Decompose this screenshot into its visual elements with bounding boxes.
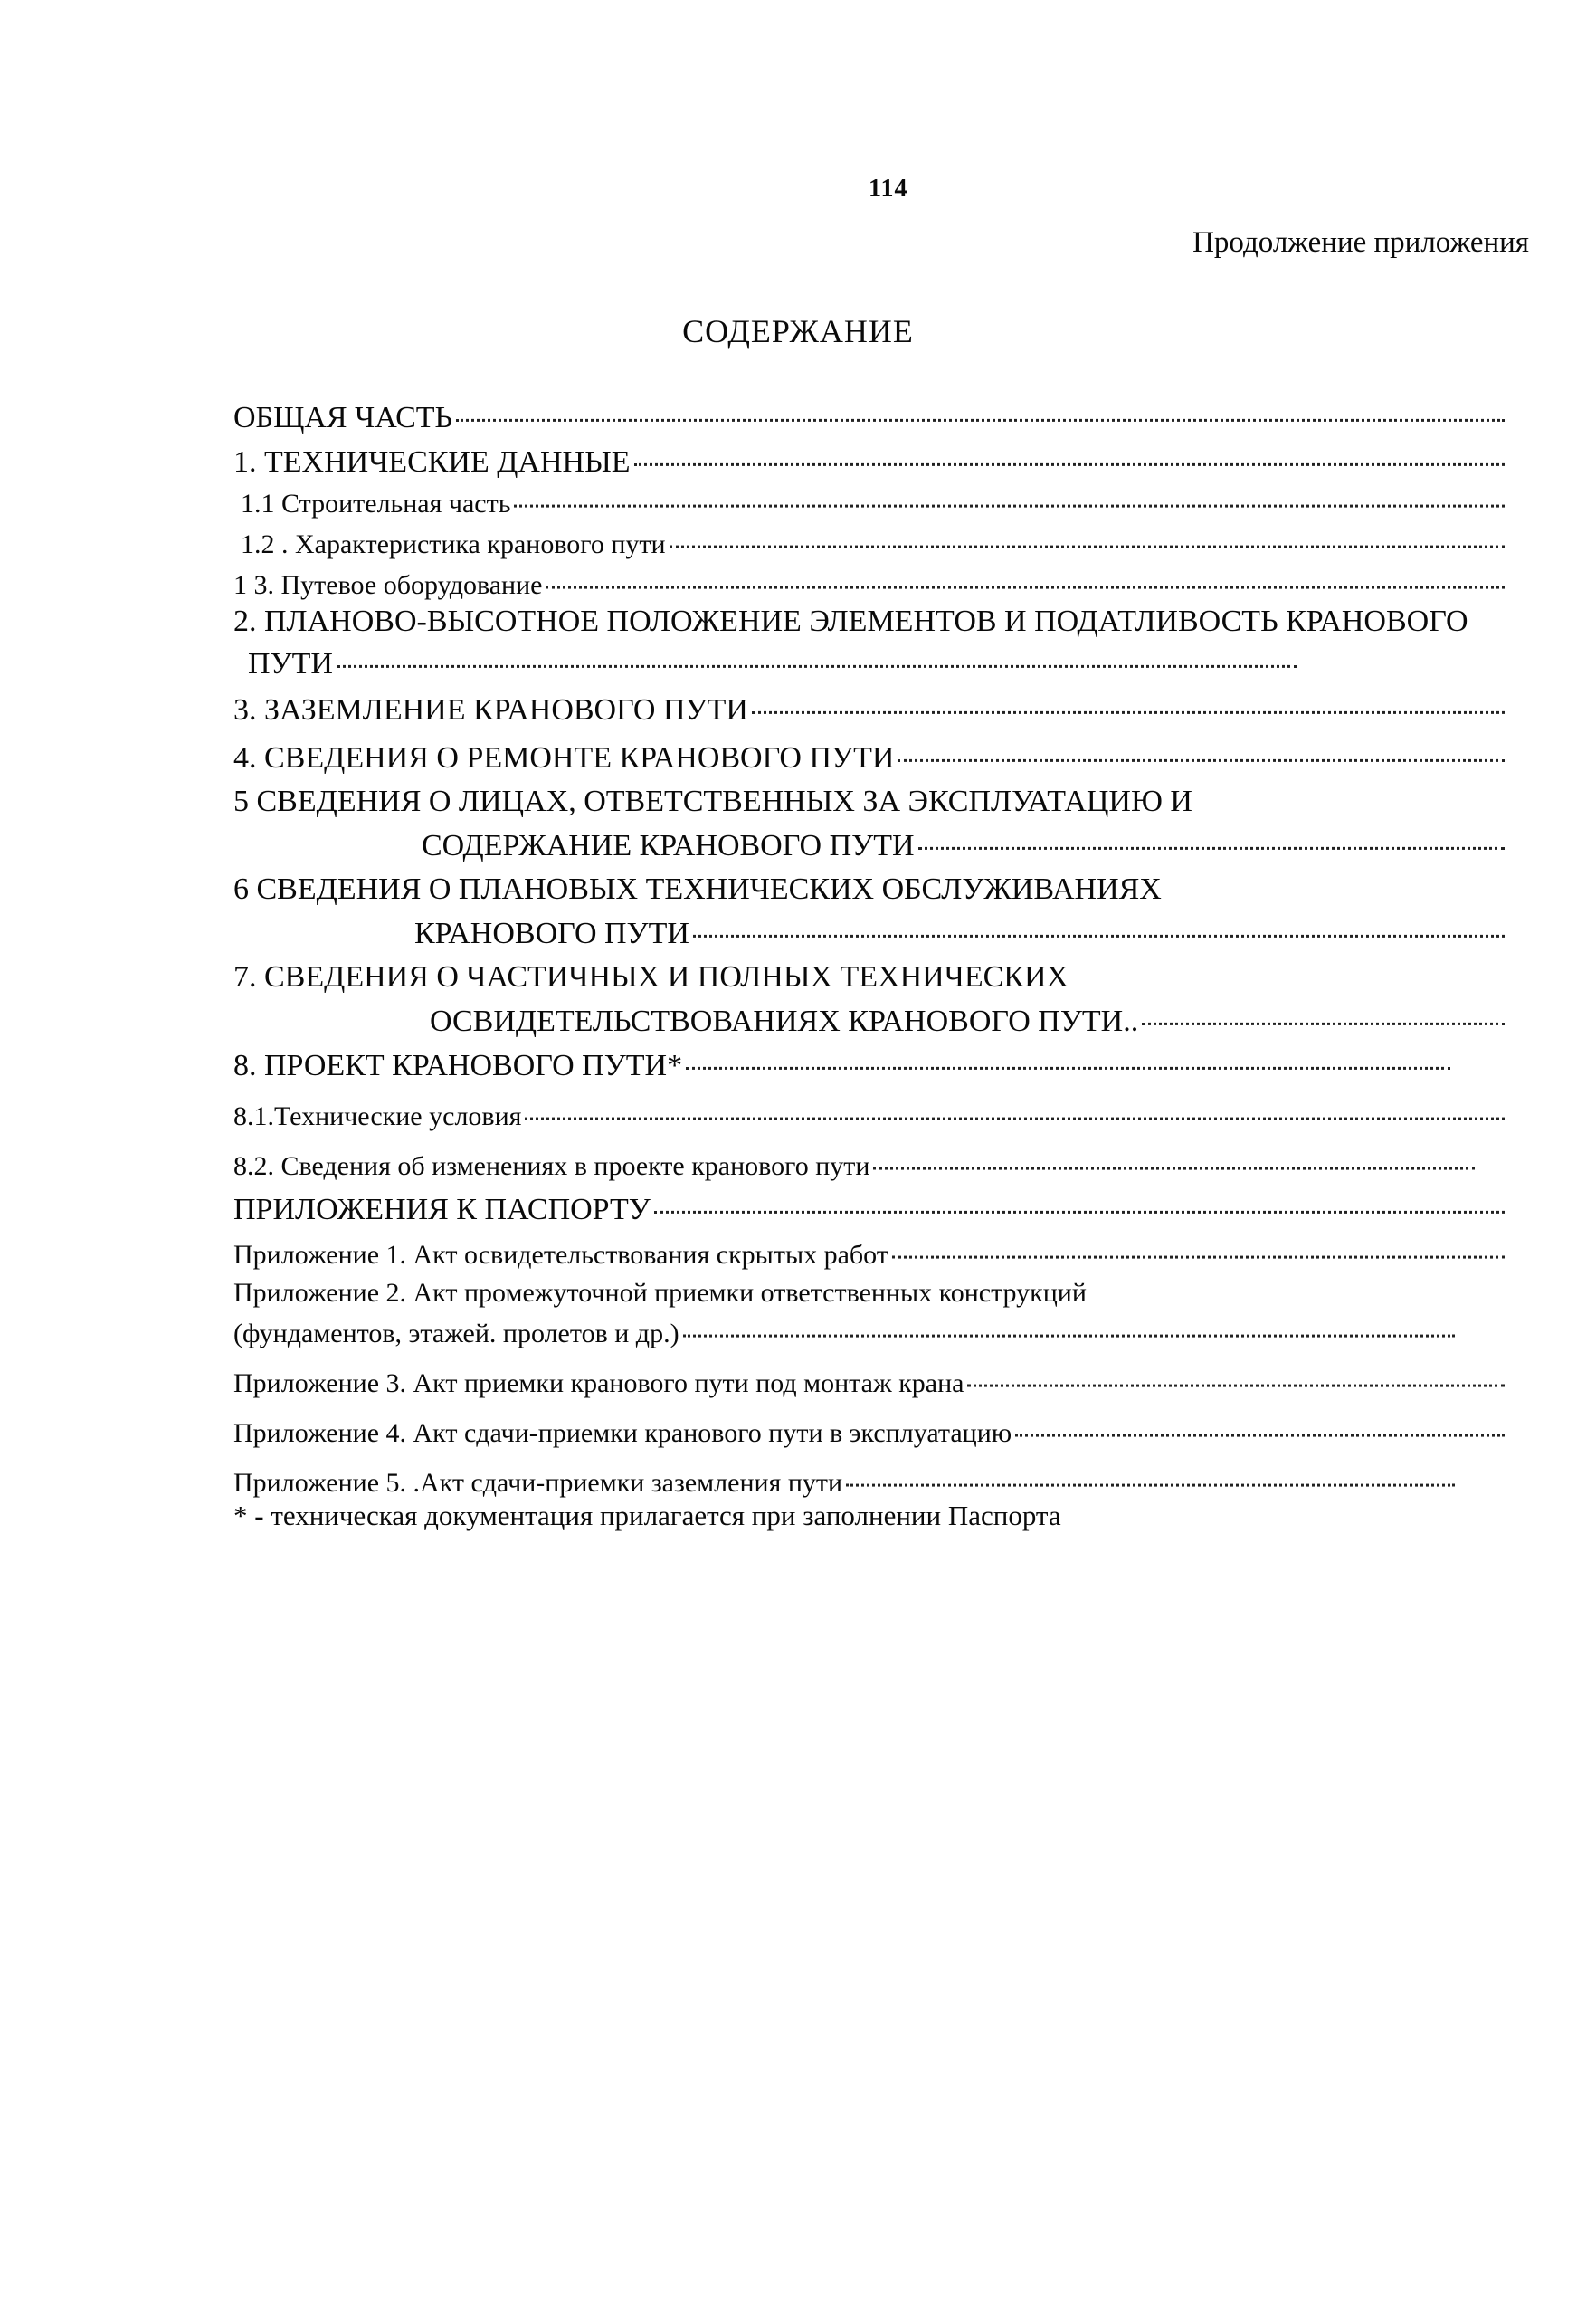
dot-leader [918,822,1505,850]
toc-entry [233,438,1505,482]
dot-leader [456,394,1505,422]
toc-entry [233,822,1505,866]
toc-entry [233,1042,1450,1086]
toc-entry [233,958,1505,997]
dot-leader [898,734,1505,762]
toc-entry [233,734,1505,778]
toc-entry-label: Приложение 1. Акт освидетельствования скрытых работ [233,1240,888,1270]
dot-leader [752,686,1505,714]
toc-entry [233,910,1505,954]
page-title: СОДЕРЖАНИЕ [682,313,914,349]
dot-leader [634,438,1505,466]
page-number: 114 [869,175,908,203]
toc-entry-label: 8.2. Сведения об изменениях в проекте кранового пути [233,1151,870,1181]
toc-entry [233,1145,1475,1186]
toc-entry [233,1312,1455,1353]
toc-entry-label: СОДЕРЖАНИЕ КРАНОВОГО ПУТИ [422,829,915,862]
toc-entry-label: 8. ПРОЕКТ КРАНОВОГО ПУТИ* [233,1049,683,1082]
toc-entry-label: 1 3. Путевое оборудование [233,570,543,600]
toc-entry-label: 1. ТЕХНИЧЕСКИЕ ДАННЫЕ [233,445,631,479]
toc-entry-label: ПУТИ [248,647,333,681]
dot-leader [967,1362,1505,1387]
toc-entry [233,782,1505,822]
dot-leader [1015,1412,1505,1437]
table-of-contents [233,394,1505,1502]
toc-entry [233,1462,1455,1502]
dot-leader [525,1095,1505,1120]
toc-entry-label: КРАНОВОГО ПУТИ [414,917,689,950]
toc-entry-label: Приложение 3. Акт приемки кранового пути под монтаж крана [233,1368,964,1398]
toc-entry [233,604,1505,640]
toc-entry [233,640,1297,682]
toc-entry [233,564,1505,604]
dot-leader [670,523,1505,548]
toc-entry [233,482,1505,523]
toc-entry-label: 2. ПЛАНОВО-ВЫСОТНОЕ ПОЛОЖЕНИЕ ЭЛЕМЕНТОВ И ПОДАТЛИВОСТЬ КРАНОВОГО [233,605,1468,638]
toc-entry [233,997,1505,1042]
toc-entry-label: ОСВИДЕТЕЛЬСТВОВАНИЯХ КРАНОВОГО ПУТИ.. [430,1005,1139,1038]
toc-entry [233,1412,1505,1453]
toc-entry [233,1274,1505,1312]
footnote: * - техническая документация прилагается при заполнении Паспорта [233,1500,1061,1531]
toc-entry [233,523,1505,564]
dot-leader [514,482,1505,508]
toc-entry-label: (фундаментов, этажей. пролетов и др.) [233,1319,679,1348]
toc-entry [233,394,1505,438]
toc-entry [233,686,1505,730]
toc-entry-label: 7. СВЕДЕНИЯ О ЧАСТИЧНЫХ И ПОЛНЫХ ТЕХНИЧЕСКИХ [233,960,1069,994]
dot-leader [546,564,1505,589]
toc-entry [233,1095,1505,1136]
toc-entry [233,1186,1505,1230]
toc-entry-label: 3. ЗАЗЕМЛЕНИЕ КРАНОВОГО ПУТИ [233,693,748,727]
toc-entry-label: 4. СВЕДЕНИЯ О РЕМОНТЕ КРАНОВОГО ПУТИ [233,741,895,775]
dot-leader [892,1234,1505,1259]
toc-entry-label: 5 СВЕДЕНИЯ О ЛИЦАХ, ОТВЕТСТВЕННЫХ ЗА ЭКСПЛУАТАЦИЮ И [233,785,1192,818]
toc-entry-label: 1.1 Строительная часть [241,489,511,519]
dot-leader [873,1145,1475,1170]
toc-entry-label: Приложение 2. Акт промежуточной приемки ответственных конструкций [233,1278,1087,1308]
dot-leader [654,1186,1505,1214]
dot-leader [693,910,1505,938]
dot-leader [846,1462,1455,1487]
toc-entry-label: 8.1.Технические условия [233,1101,522,1131]
toc-entry-label: Приложение 4. Акт сдачи-приемки кранового пути в эксплуатацию [233,1418,1012,1448]
dot-leader [686,1042,1450,1070]
continuation-note: Продолжение приложения [1192,226,1529,259]
dot-leader [1142,997,1505,1025]
toc-entry-label: Приложение 5. .Акт сдачи-приемки заземления пути [233,1468,843,1498]
toc-entry-label: 6 СВЕДЕНИЯ О ПЛАНОВЫХ ТЕХНИЧЕСКИХ ОБСЛУЖИВАНИЯХ [233,872,1162,906]
toc-entry-label: ПРИЛОЖЕНИЯ К ПАСПОРТУ [233,1193,651,1226]
toc-entry-label: ОБЩАЯ ЧАСТЬ [233,401,453,434]
dot-leader [683,1312,1455,1338]
toc-entry [233,870,1505,910]
toc-entry [233,1362,1505,1403]
dot-leader [337,640,1297,668]
toc-entry [233,1234,1505,1274]
toc-entry-label: 1.2 . Характеристика кранового пути [241,529,666,559]
